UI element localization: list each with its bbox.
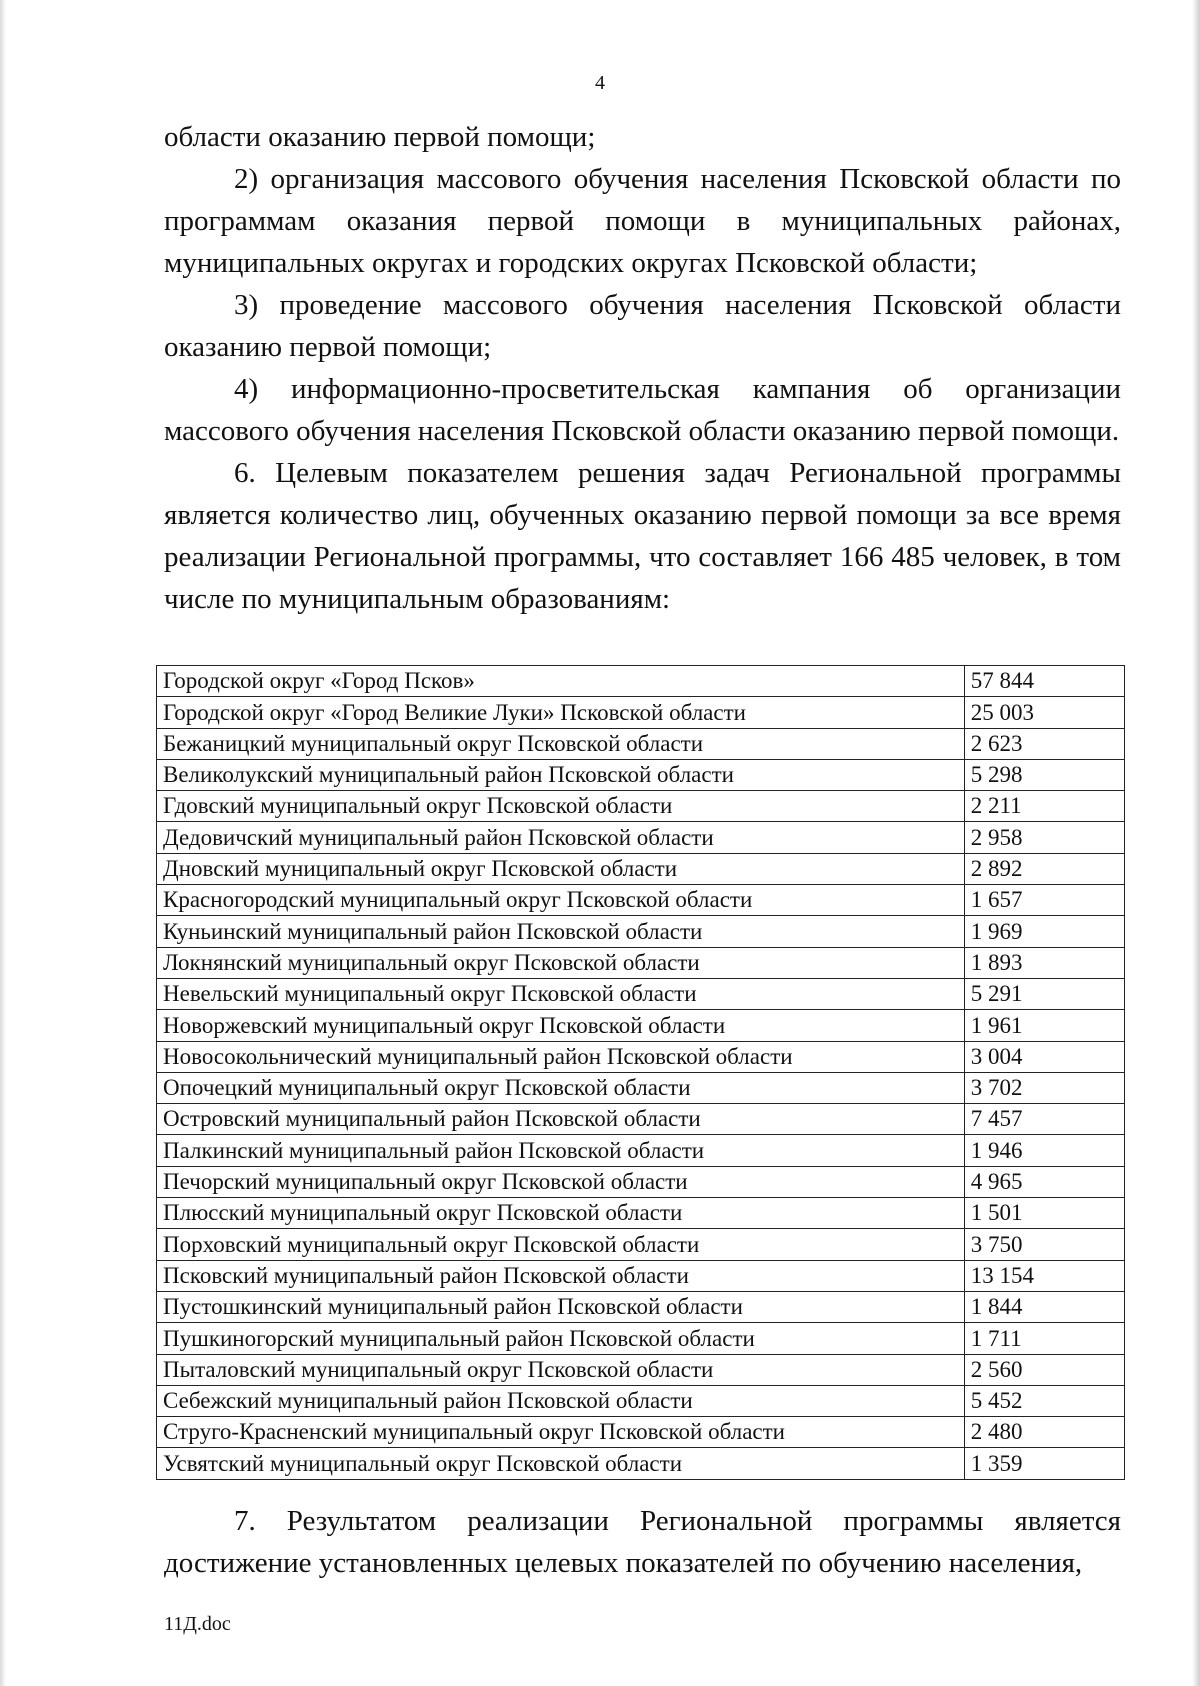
- trainees-count-cell: 5 291: [964, 978, 1124, 1009]
- trainees-count-cell: 1 969: [964, 916, 1124, 947]
- districts-table-body: [157, 666, 1125, 1480]
- table-row: [157, 1135, 1125, 1166]
- trainees-count-cell: 4 965: [964, 1166, 1124, 1197]
- district-name-cell: Бежаницкий муниципальный округ Псковской области: [157, 728, 965, 759]
- trainees-count-cell: 3 750: [964, 1229, 1124, 1260]
- trainees-count-cell: 1 501: [964, 1198, 1124, 1229]
- table-row: [157, 978, 1125, 1009]
- trainees-count-cell: 1 359: [964, 1448, 1124, 1479]
- table-row: [157, 728, 1125, 759]
- table-row: [157, 885, 1125, 916]
- table-row: [157, 1104, 1125, 1135]
- trainees-count-cell: 1 711: [964, 1323, 1124, 1354]
- trainees-count-cell: 2 892: [964, 853, 1124, 884]
- district-name-cell: Красногородский муниципальный округ Псковской области: [157, 885, 965, 916]
- table-row: [157, 791, 1125, 822]
- table-row: [157, 1072, 1125, 1103]
- paragraph: 3) проведение массового обучения населения Псковской области оказанию первой помощи;: [164, 289, 1121, 363]
- district-name-cell: Новосокольнический муниципальный район Псковской области: [157, 1041, 965, 1072]
- table-row: [157, 916, 1125, 947]
- table-row: [157, 1010, 1125, 1041]
- table-row: [157, 1448, 1125, 1479]
- table-row: [157, 1198, 1125, 1229]
- trainees-count-cell: 57 844: [964, 666, 1124, 697]
- district-name-cell: Плюсский муниципальный округ Псковской области: [157, 1198, 965, 1229]
- trainees-count-cell: 25 003: [964, 697, 1124, 728]
- district-name-cell: Новоржевский муниципальный округ Псковской области: [157, 1010, 965, 1041]
- trainees-count-cell: 5 452: [964, 1385, 1124, 1416]
- footer-filename: 11Д.doc: [164, 1613, 231, 1635]
- districts-table: [156, 665, 1125, 1480]
- trainees-count-cell: 1 657: [964, 885, 1124, 916]
- district-name-cell: Печорский муниципальный округ Псковской области: [157, 1166, 965, 1197]
- table-row: [157, 697, 1125, 728]
- district-name-cell: Опочецкий муниципальный округ Псковской области: [157, 1072, 965, 1103]
- table-row: [157, 759, 1125, 790]
- district-name-cell: Псковский муниципальный район Псковской области: [157, 1260, 965, 1291]
- district-name-cell: Гдовский муниципальный округ Псковской области: [157, 791, 965, 822]
- table-row: [157, 1229, 1125, 1260]
- district-name-cell: Себежский муниципальный район Псковской области: [157, 1385, 965, 1416]
- trainees-count-cell: 2 958: [964, 822, 1124, 853]
- table-row: [157, 1354, 1125, 1385]
- trainees-count-cell: 2 623: [964, 728, 1124, 759]
- district-name-cell: Городской округ «Город Великие Луки» Псковской области: [157, 697, 965, 728]
- body-text-top: [164, 116, 1121, 620]
- table-row: [157, 666, 1125, 697]
- trainees-count-cell: 7 457: [964, 1104, 1124, 1135]
- table-row: [157, 1291, 1125, 1322]
- district-name-cell: Пыталовский муниципальный округ Псковской области: [157, 1354, 965, 1385]
- paragraph: 6. Целевым показателем решения задач Региональной программы является количество лиц, обученных оказанию первой помощи за все время реализации Региональной программы, что составляет 166 485 человек, в том числе по муниципальным образованиям:: [164, 457, 1121, 615]
- district-name-cell: Порховский муниципальный округ Псковской области: [157, 1229, 965, 1260]
- trainees-count-cell: 1 946: [964, 1135, 1124, 1166]
- paragraph: области оказанию первой помощи;: [164, 121, 596, 153]
- table-row: [157, 1385, 1125, 1416]
- trainees-count-cell: 3 702: [964, 1072, 1124, 1103]
- district-name-cell: Островский муниципальный район Псковской области: [157, 1104, 965, 1135]
- district-name-cell: Струго-Красненский муниципальный округ Псковской области: [157, 1417, 965, 1448]
- paragraph: 2) организация массового обучения населения Псковской области по программам оказания первой помощи в муниципальных районах, муниципальных округах и городских округах Псковской области;: [164, 163, 1121, 279]
- district-name-cell: Локнянский муниципальный округ Псковской области: [157, 947, 965, 978]
- district-name-cell: Дновский муниципальный округ Псковской области: [157, 853, 965, 884]
- trainees-count-cell: 13 154: [964, 1260, 1124, 1291]
- trainees-count-cell: 2 211: [964, 791, 1124, 822]
- trainees-count-cell: 3 004: [964, 1041, 1124, 1072]
- trainees-count-cell: 2 560: [964, 1354, 1124, 1385]
- scan-edge-right: [1192, 0, 1200, 1686]
- body-text-bottom: [164, 1500, 1121, 1584]
- table-row: [157, 1417, 1125, 1448]
- district-name-cell: Куньинский муниципальный район Псковской области: [157, 916, 965, 947]
- table-row: [157, 1260, 1125, 1291]
- scan-edge-left: [0, 0, 6, 1686]
- table-row: [157, 1323, 1125, 1354]
- district-name-cell: Пустошкинский муниципальный район Псковской области: [157, 1291, 965, 1322]
- table-row: [157, 1041, 1125, 1072]
- table-row: [157, 822, 1125, 853]
- page-number: 4: [595, 72, 605, 94]
- trainees-count-cell: 1 893: [964, 947, 1124, 978]
- district-name-cell: Великолукский муниципальный район Псковской области: [157, 759, 965, 790]
- district-name-cell: Дедовичский муниципальный район Псковской области: [157, 822, 965, 853]
- paragraph: 7. Результатом реализации Региональной программы является достижение установленных целевых показателей по обучению населения,: [164, 1505, 1121, 1579]
- paragraph: 4) информационно-просветительская кампания об организации массового обучения населения Псковской области оказанию первой помощи.: [164, 373, 1121, 447]
- district-name-cell: Палкинский муниципальный район Псковской области: [157, 1135, 965, 1166]
- trainees-count-cell: 1 961: [964, 1010, 1124, 1041]
- district-name-cell: Городской округ «Город Псков»: [157, 666, 965, 697]
- table-row: [157, 1166, 1125, 1197]
- trainees-count-cell: 2 480: [964, 1417, 1124, 1448]
- table-row: [157, 853, 1125, 884]
- trainees-count-cell: 1 844: [964, 1291, 1124, 1322]
- trainees-count-cell: 5 298: [964, 759, 1124, 790]
- district-name-cell: Невельский муниципальный округ Псковской области: [157, 978, 965, 1009]
- table-row: [157, 947, 1125, 978]
- district-name-cell: Пушкиногорский муниципальный район Псковской области: [157, 1323, 965, 1354]
- district-name-cell: Усвятский муниципальный округ Псковской области: [157, 1448, 965, 1479]
